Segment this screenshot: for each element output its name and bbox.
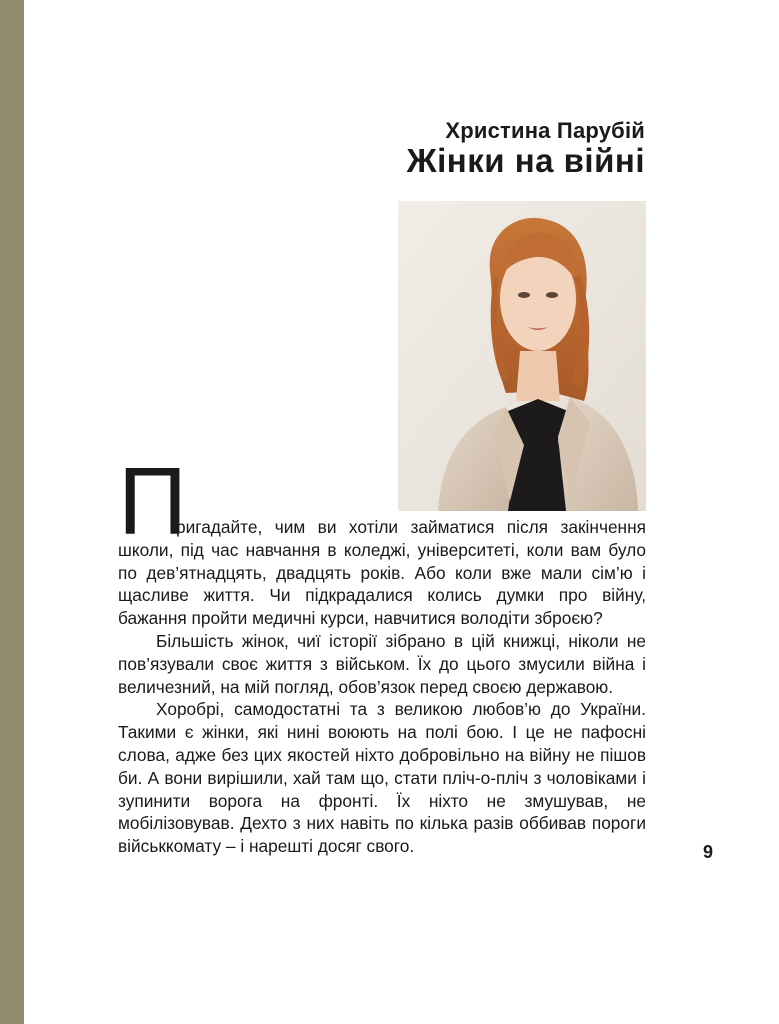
paragraph-1: ригадайте, чим ви хотіли займатися після закінчення школи, під час навчання в коледжі, університеті, коли вам було по дев’ятнадцять, двадцять років. Або коли вже мали сім’ю і щасливе життя. Чи підкрадалися колись думки про війну, бажання пройти медичні курси, навчитися володіти зброєю? [118,517,646,629]
paragraph-3: Хоробрі, самодостатні та з великою любов’ю до України. Такими є жінки, які нині воюють на полі бою. І це не пафосні слова, адже без цих якостей ніхто добровільно на війну не пішов би. А вони вирішили, хай там що, стати пліч-о-пліч з чоловіками і зупинити ворога на фронті. Їх ніхто не змушував, не мобілізовував. Дехто з них навіть по кілька разів оббивав пороги військкомату – і нарешті досяг свого. [118,699,646,857]
paragraph-2: Більшість жінок, чиї історії зібрано в цій книжці, ніколи не пов’язували своє життя з військом. Їх до цього змусили війна і величезний, на мій погляд, обов’язок перед своєю державою. [118,630,646,697]
page-number: 9 [703,842,714,862]
article-body [118,448,646,858]
page-side-band [0,0,24,1024]
chapter-title: Жінки на війні [406,142,645,179]
drop-cap-letter: П [118,448,187,555]
author-name: Христина Парубій [445,118,645,143]
